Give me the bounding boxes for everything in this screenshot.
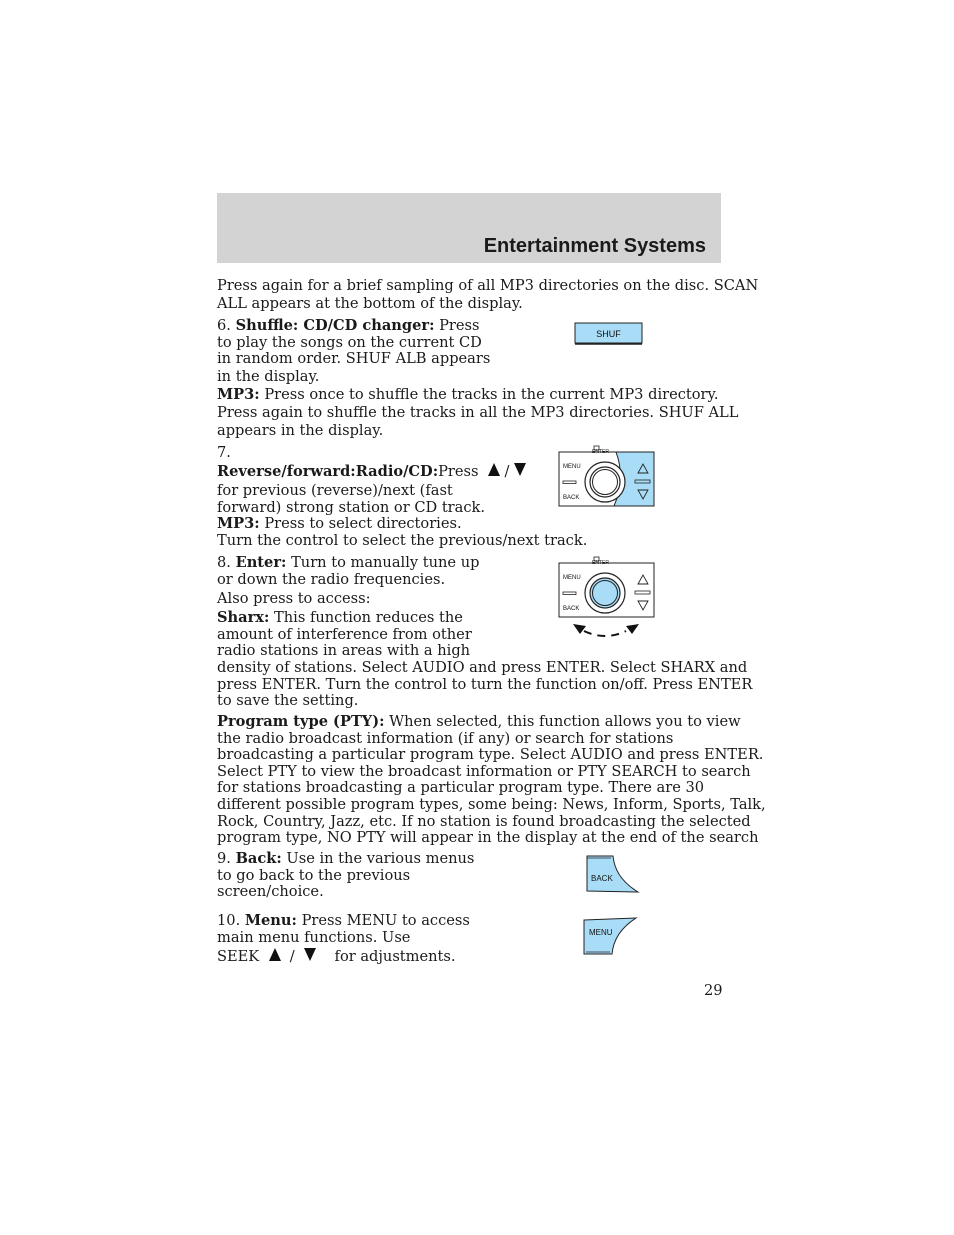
intro-paragraph: Press again for a brief sampling of all MP3 directories on the disc. SCAN ALL appears at the bottom of the display.: [217, 277, 759, 312]
pty-paragraph: Program type (PTY): When selected, this function allows you to view the radio broadcast information (if any) or search for stations broadcasting a particular program type. Select AUDIO and press ENTER. Select PTY to view the broadcast information or PTY SEARCH to search for stations broadcasting a particular program type. There are 30 different possible program types, some being: News, Inform, Sports, Talk, Rock, Country, Jazz, etc. If no station is found broadcasting the selected program type, NO PTY will appear in the display at the end of the search: [217, 713, 766, 847]
shuf-button: [573, 321, 645, 347]
rotate-arc: [584, 631, 626, 636]
control-panel-enter: [556, 555, 656, 643]
up-arrow-icon: [269, 948, 281, 961]
svg-text:SHUF: SHUF: [596, 329, 621, 339]
back-button: [583, 852, 643, 897]
svg-text:ENTER: ENTER: [592, 449, 609, 455]
up-arrow-icon: [488, 463, 500, 476]
svg-text:BACK: BACK: [563, 495, 580, 501]
down-arrow-icon: [304, 948, 316, 961]
item10-paragraph: 10. Menu: Press MENU to access main menu functions. Use SEEK / for adjustments.: [217, 912, 470, 966]
page-title: Entertainment Systems: [483, 235, 706, 257]
svg-text:ENTER: ENTER: [592, 560, 609, 566]
item6-paragraph: 6. Shuffle: CD/CD changer: Press to play the songs on the current CD in random order. SHUF ALB appears in the display. MP3: Press once to shuffle the tracks in the current MP3 directory. Press again to shuffle the tracks in all the MP3 directories. SHUF ALL appears in the display.: [217, 317, 739, 439]
rotate-right-arrow-icon: [626, 624, 639, 634]
page-number: 29: [704, 982, 723, 999]
item7-paragraph: 7. Reverse/forward:Radio/CD:Press / for previous (reverse)/next (fast forward) strong station or CD track. MP3: Press to select directories. Turn the control to select the previous/next track.: [217, 444, 588, 549]
down-arrow-icon: [514, 463, 526, 476]
control-panel-seek: [556, 444, 656, 512]
item8-paragraph: 8. Enter: Turn to manually tune up or down the radio frequencies. Also press to access: Sharx: This function reduces the amount of interference from other radio stations in areas with a high density of stations. Select AUDIO and press ENTER. Select SHARX and press ENTER. Turn the control to turn the function on/off. Press ENTER to save the setting.: [217, 554, 753, 710]
svg-text:BACK: BACK: [591, 874, 613, 883]
header-band: [217, 193, 721, 263]
svg-text:BACK: BACK: [563, 606, 580, 612]
svg-text:MENU: MENU: [589, 928, 613, 937]
menu-button: [580, 914, 642, 958]
item9-paragraph: 9. Back: Use in the various menus to go back to the previous screen/choice.: [217, 850, 475, 901]
svg-text:MENU: MENU: [563, 464, 581, 470]
svg-text:MENU: MENU: [563, 575, 581, 581]
rotate-left-arrow-icon: [573, 624, 586, 634]
